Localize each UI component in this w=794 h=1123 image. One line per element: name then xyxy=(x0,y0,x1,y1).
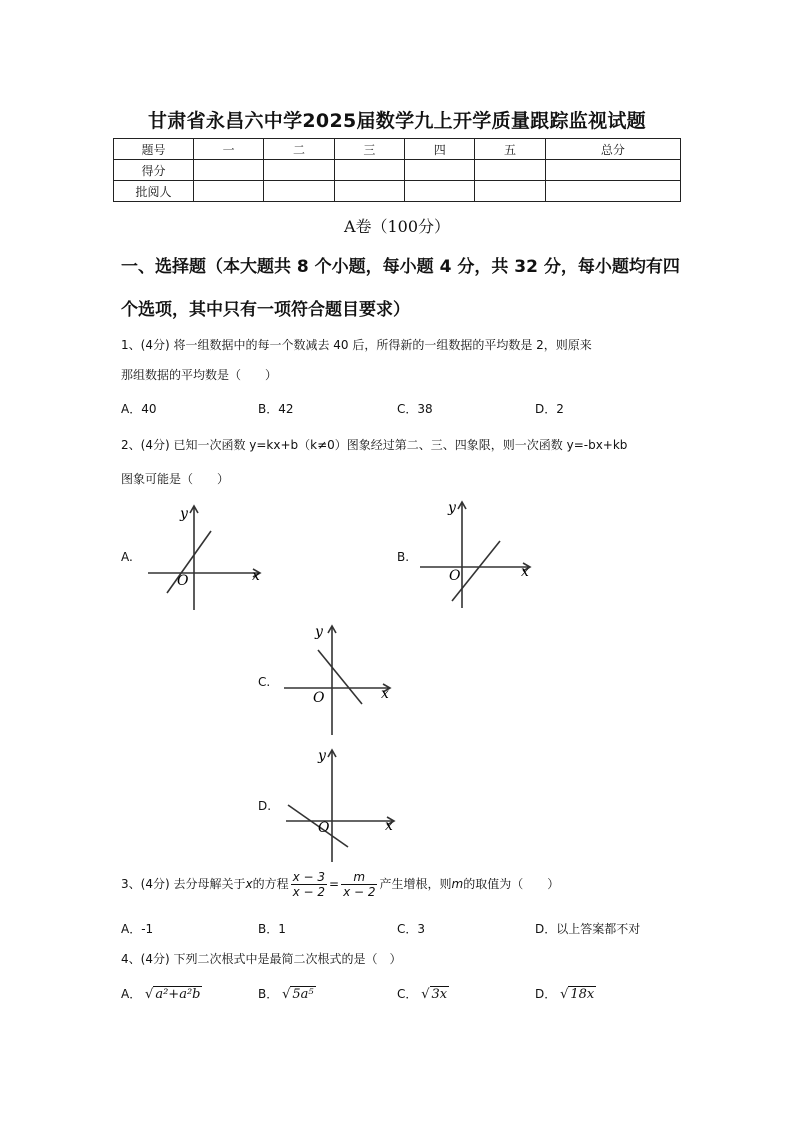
x-axis-label: x xyxy=(521,564,529,580)
radicand: 3x xyxy=(431,987,448,1002)
score-input-cell[interactable] xyxy=(405,181,475,202)
question-2-line1: 2、(4分) 已知一次函数 y=kx+b（k≠0）图象经过第二、三、四象限，则一次函数 y=-bx+kb xyxy=(121,438,628,452)
fraction-left xyxy=(291,870,327,899)
graph-option-b[interactable] xyxy=(414,496,544,616)
q2-option-a-label[interactable]: A. xyxy=(121,550,133,564)
origin-label: O xyxy=(313,690,325,706)
score-input-cell[interactable] xyxy=(334,160,404,181)
q4-option-b[interactable] xyxy=(258,985,316,1002)
option-label: D． xyxy=(535,987,557,1001)
score-input-cell[interactable] xyxy=(545,181,680,202)
q3-option-d[interactable]: D．以上答案都不对 xyxy=(535,922,641,936)
score-input-cell[interactable] xyxy=(475,181,545,202)
radicand: 18x xyxy=(570,987,595,1002)
table-cell: 总分 xyxy=(545,139,680,160)
question-1-line1: 1、(4分) 将一组数据中的每一个数减去 40 后，所得新的一组数据的平均数是 2，则原来 xyxy=(121,338,592,352)
graph-option-d[interactable] xyxy=(282,744,404,866)
q3-option-b[interactable]: B．1 xyxy=(258,922,286,936)
score-input-cell[interactable] xyxy=(194,160,264,181)
page-title: 甘肃省永昌六中学2025届数学九上开学质量跟踪监视试题 xyxy=(148,110,646,132)
graph-option-c[interactable] xyxy=(280,620,400,740)
score-input-cell[interactable] xyxy=(545,160,680,181)
y-axis-label: y xyxy=(315,624,323,640)
q3-suffix2: 的取值为（ ） xyxy=(463,877,560,891)
fraction-right-numerator: m xyxy=(341,870,377,885)
score-input-cell[interactable] xyxy=(264,160,334,181)
section-heading: A卷（100分） xyxy=(343,217,451,236)
table-row xyxy=(114,160,681,181)
score-input-cell[interactable] xyxy=(334,181,404,202)
q2-option-b-label[interactable]: B. xyxy=(397,550,410,564)
score-table xyxy=(113,138,681,202)
table-row xyxy=(114,139,681,160)
q3-option-c[interactable]: C．3 xyxy=(397,922,426,936)
q4-option-c[interactable] xyxy=(397,985,449,1002)
function-line xyxy=(318,650,362,704)
table-cell: 批阅人 xyxy=(114,181,194,202)
question-3 xyxy=(121,870,559,899)
y-axis-label: y xyxy=(448,500,456,516)
table-cell: 题号 xyxy=(114,139,194,160)
q2-option-d-label[interactable]: D. xyxy=(258,799,272,813)
q3-var-m: m xyxy=(451,877,464,891)
question-1-line2: 那组数据的平均数是（ ） xyxy=(121,368,278,382)
sqrt-expression: √ 3x xyxy=(421,987,448,1002)
score-input-cell[interactable] xyxy=(194,181,264,202)
q3-mid: 的方程 xyxy=(252,877,289,891)
q3-var-x: x xyxy=(245,877,253,891)
table-cell: 得分 xyxy=(114,160,194,181)
fraction-right-denominator: x − 2 xyxy=(343,885,376,899)
q3-option-a[interactable]: A．-1 xyxy=(121,922,154,936)
option-label: C． xyxy=(397,987,418,1001)
q2-option-c-label[interactable]: C. xyxy=(258,675,271,689)
part-title: 一、选择题（本大题共 8 个小题，每小题 4 分，共 32 分，每小题均有四个选项，其中只有一项符合题目要求） xyxy=(121,257,680,320)
x-axis-label: x xyxy=(252,568,260,584)
q4-option-d[interactable] xyxy=(535,985,596,1002)
fraction-left-denominator: x − 2 xyxy=(292,885,325,899)
q3-prefix: 3、(4分) 去分母解关于 xyxy=(121,877,246,891)
question-2-line2: 图象可能是（ ） xyxy=(121,472,230,486)
sqrt-expression: √ 5a⁵ xyxy=(282,987,314,1002)
fraction-left-numerator: x − 3 xyxy=(292,870,325,884)
table-cell: 三 xyxy=(334,139,404,160)
origin-label: O xyxy=(177,573,189,589)
x-axis-label: x xyxy=(385,818,393,834)
function-line xyxy=(167,531,211,593)
score-input-cell[interactable] xyxy=(264,181,334,202)
table-cell: 五 xyxy=(475,139,545,160)
sqrt-expression: √ 18x xyxy=(560,987,595,1002)
origin-label: O xyxy=(318,820,330,836)
q1-option-b[interactable]: B．42 xyxy=(258,402,294,416)
y-axis-label: y xyxy=(180,506,188,522)
option-label: A． xyxy=(121,987,142,1001)
table-cell: 二 xyxy=(264,139,334,160)
option-label: B． xyxy=(258,987,279,1001)
table-cell: 一 xyxy=(194,139,264,160)
question-4: 4、(4分) 下列二次根式中是最简二次根式的是（ ） xyxy=(121,952,402,966)
equals-sign: = xyxy=(329,877,340,891)
radicand: a²+a²b xyxy=(155,987,201,1002)
q4-option-a[interactable] xyxy=(121,985,202,1002)
q1-option-a[interactable]: A．40 xyxy=(121,402,157,416)
table-row xyxy=(114,181,681,202)
q1-option-c[interactable]: C．38 xyxy=(397,402,433,416)
origin-label: O xyxy=(449,568,461,584)
q3-suffix1: 产生增根，则 xyxy=(379,877,452,891)
sqrt-expression: √ a²+a²b xyxy=(145,987,201,1002)
score-input-cell[interactable] xyxy=(405,160,475,181)
fraction-right xyxy=(341,870,377,899)
x-axis-label: x xyxy=(381,686,389,702)
table-cell: 四 xyxy=(405,139,475,160)
q1-option-d[interactable]: D．2 xyxy=(535,402,564,416)
score-input-cell[interactable] xyxy=(475,160,545,181)
radicand: 5a⁵ xyxy=(292,987,314,1002)
graph-option-a[interactable] xyxy=(140,498,270,616)
y-axis-label: y xyxy=(318,748,326,764)
